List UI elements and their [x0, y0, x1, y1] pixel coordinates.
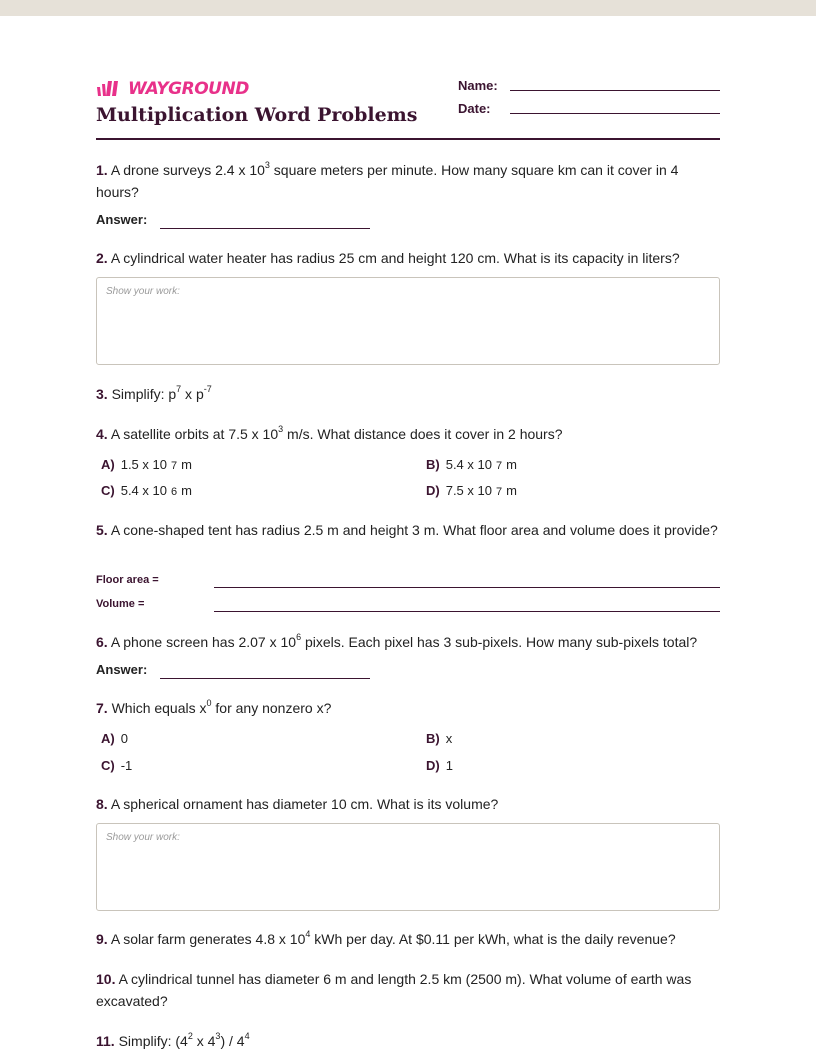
- work-placeholder: Show your work:: [106, 832, 180, 843]
- question-text: x 4: [192, 1033, 216, 1049]
- exponent: 3: [264, 160, 270, 171]
- question-number: 1.: [96, 162, 108, 178]
- option-b[interactable]: [426, 457, 517, 472]
- question-number: 11.: [96, 1033, 115, 1049]
- question-number: 5.: [96, 522, 108, 538]
- option-unit: m: [506, 457, 517, 472]
- date-label: Date:: [458, 101, 491, 116]
- question-text: A drone surveys 2.4 x 10: [110, 162, 265, 178]
- option-text: -1: [120, 758, 133, 773]
- work-placeholder: Show your work:: [106, 286, 180, 297]
- question-number: 9.: [96, 931, 108, 947]
- option-letter: A): [101, 457, 115, 472]
- question-9: [96, 928, 720, 950]
- name-label: Name:: [458, 78, 498, 93]
- question-2: [96, 247, 720, 269]
- option-letter: B): [426, 457, 440, 472]
- option-letter: C): [101, 758, 115, 773]
- question-text: Simplify: p: [111, 386, 177, 402]
- question-text: Which equals x: [111, 700, 207, 716]
- exponent: 0: [206, 698, 212, 709]
- question-text: A cone-shaped tent has radius 2.5 m and height 3 m. What floor area and volume does it provide?: [110, 522, 718, 538]
- question-number: 6.: [96, 634, 108, 650]
- work-area[interactable]: [96, 277, 720, 365]
- option-text: 5.4 x 10: [120, 483, 167, 498]
- option-text: 1: [445, 758, 453, 773]
- question-text: ) / 4: [220, 1033, 245, 1049]
- question-5: [96, 519, 720, 541]
- option-text: x: [445, 731, 453, 746]
- option-letter: D): [426, 483, 440, 498]
- exponent: 3: [215, 1031, 221, 1042]
- brand-logo: [96, 80, 249, 98]
- answer-label: Answer:: [96, 212, 148, 227]
- question-text: for any nonzero x?: [211, 700, 332, 716]
- option-letter: D): [426, 758, 440, 773]
- exponent: 4: [244, 1031, 250, 1042]
- exponent: 2: [187, 1031, 193, 1042]
- answer-field[interactable]: [160, 678, 370, 679]
- question-1: [96, 159, 720, 203]
- option-c[interactable]: [101, 758, 132, 773]
- option-text: 7.5 x 10: [445, 483, 492, 498]
- option-unit: m: [506, 483, 517, 498]
- option-letter: A): [101, 731, 115, 746]
- question-6: [96, 631, 720, 653]
- exponent: 4: [305, 929, 311, 940]
- worksheet-title: Multiplication Word Problems: [96, 104, 418, 126]
- question-7: [96, 697, 720, 719]
- question-number: 8.: [96, 796, 108, 812]
- exponent: -7: [203, 384, 212, 395]
- question-4: [96, 423, 720, 445]
- question-text: m/s. What distance does it cover in 2 hours?: [283, 426, 563, 442]
- exponent: 6: [296, 632, 302, 643]
- question-number: 4.: [96, 426, 108, 442]
- exponent: 3: [278, 424, 284, 435]
- question-text: A satellite orbits at 7.5 x 10: [110, 426, 279, 442]
- question-text: A cylindrical water heater has radius 25 cm and height 120 cm. What is its capacity in liters?: [110, 250, 680, 266]
- option-a[interactable]: [101, 731, 128, 746]
- option-text: 5.4 x 10: [445, 457, 492, 472]
- question-text: A spherical ornament has diameter 10 cm. What is its volume?: [110, 796, 499, 812]
- option-text: 1.5 x 10: [120, 457, 167, 472]
- question-number: 3.: [96, 386, 108, 402]
- option-unit: m: [181, 457, 192, 472]
- brand-name: WAYGROUND: [128, 79, 249, 99]
- option-d[interactable]: [426, 483, 517, 498]
- question-text: A phone screen has 2.07 x 10: [110, 634, 297, 650]
- name-field[interactable]: [510, 90, 720, 91]
- question-number: 7.: [96, 700, 108, 716]
- question-text: x p: [181, 386, 204, 402]
- exponent: 7: [176, 384, 182, 395]
- option-exponent: 7: [170, 460, 178, 472]
- option-exponent: 7: [495, 460, 503, 472]
- option-exponent: 6: [170, 486, 178, 498]
- question-text: square meters per minute. How many square km can it cover in 4 hours?: [96, 162, 679, 200]
- question-8: [96, 793, 720, 815]
- work-area[interactable]: [96, 823, 720, 911]
- question-text: pixels. Each pixel has 3 sub-pixels. How many sub-pixels total?: [301, 634, 698, 650]
- option-b[interactable]: [426, 731, 452, 746]
- volume-label: Volume =: [96, 598, 145, 610]
- question-10: [96, 968, 720, 1012]
- top-bar: [0, 0, 816, 16]
- floor-area-label: Floor area =: [96, 574, 159, 586]
- option-text: 0: [120, 731, 128, 746]
- question-text: Simplify: (4: [118, 1033, 188, 1049]
- date-field[interactable]: [510, 113, 720, 114]
- option-c[interactable]: [101, 483, 192, 498]
- floor-area-field[interactable]: [214, 587, 720, 588]
- wayground-logo-icon: [96, 81, 124, 97]
- question-text: A cylindrical tunnel has diameter 6 m and length 2.5 km (2500 m). What volume of earth was excavated?: [96, 971, 692, 1009]
- question-number: 2.: [96, 250, 108, 266]
- option-unit: m: [181, 483, 192, 498]
- option-letter: C): [101, 483, 115, 498]
- option-d[interactable]: [426, 758, 453, 773]
- question-3: [96, 383, 720, 405]
- option-exponent: 7: [495, 486, 503, 498]
- option-letter: B): [426, 731, 440, 746]
- volume-field[interactable]: [214, 611, 720, 612]
- question-number: 10.: [96, 971, 116, 987]
- answer-label: Answer:: [96, 662, 148, 677]
- answer-field[interactable]: [160, 228, 370, 229]
- header-divider: [96, 138, 720, 140]
- question-11: [96, 1030, 720, 1052]
- option-a[interactable]: [101, 457, 192, 472]
- question-text: kWh per day. At $0.11 per kWh, what is the daily revenue?: [310, 931, 676, 947]
- question-text: A solar farm generates 4.8 x 10: [110, 931, 306, 947]
